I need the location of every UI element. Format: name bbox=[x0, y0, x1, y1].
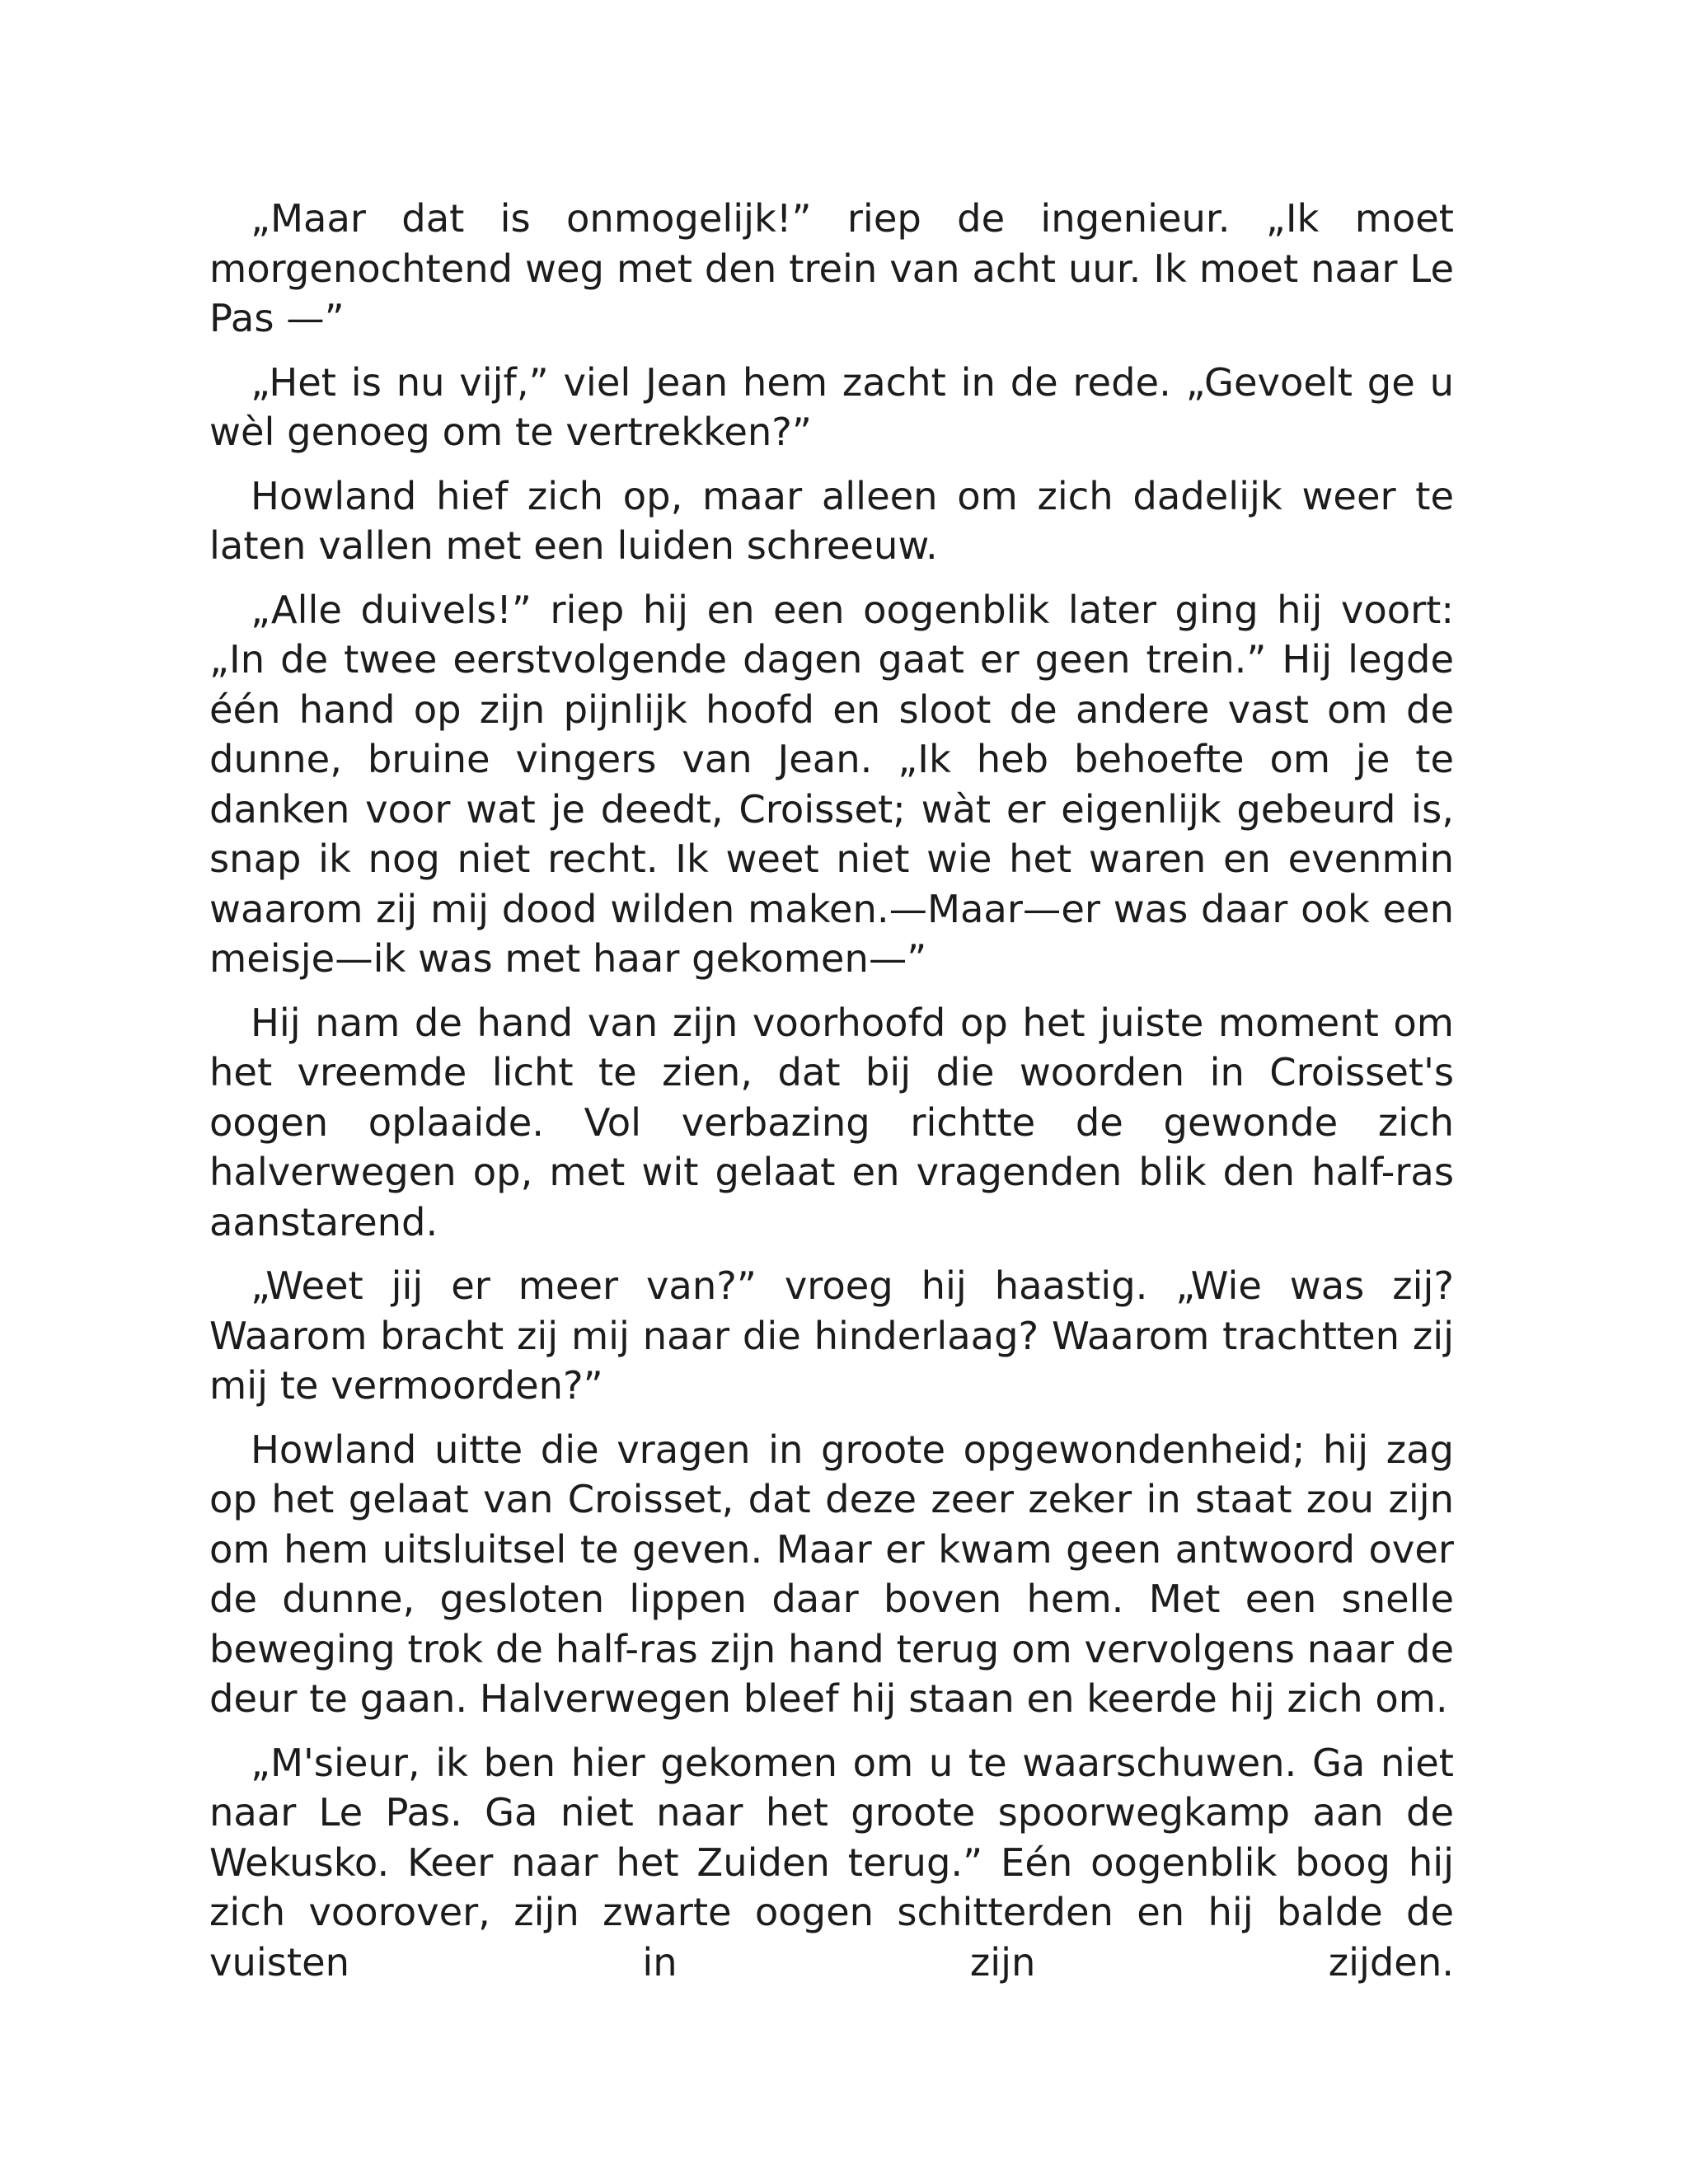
paragraph-8: „M'sieur, ik ben hier gekomen om u te waarschuwen. Ga niet naar Le Pas. Ga niet naar het groote spoorwegkamp aan de Wekusko. Keer naar het Zuiden terug.” Eén oogenblik boog hij zich voorover, zijn zwarte oogen schitterden en hij balde de vuisten in zijn zijden. bbox=[209, 1740, 1454, 1985]
paragraph-1: „Maar dat is onmogelijk!” riep de ingenieur. „Ik moet morgenochtend weg met den trein van acht uur. Ik moet naar Le Pas —” bbox=[209, 196, 1454, 340]
paragraph-4: „Alle duivels!” riep hij en een oogenblik later ging hij voort: „In de twee eerstvolgende dagen gaat er geen trein.” Hij legde één hand op zijn pijnlijk hoofd en sloot de andere vast om de dunne, bruine vingers van Jean. „Ik heb behoefte om je te danken voor wat je deedt, Croisset; wàt er eigenlijk gebeurd is, snap ik nog niet recht. Ik weet niet wie het waren en evenmin waarom zij mij dood wilden maken.—Maar—er was daar ook een meisje—ik was met haar gekomen—” bbox=[209, 587, 1454, 981]
paragraph-2: „Het is nu vijf,” viel Jean hem zacht in de rede. „Gevoelt ge u wèl genoeg om te vertrekken?” bbox=[209, 359, 1454, 454]
paragraph-5: Hij nam de hand van zijn voorhoofd op het juiste moment om het vreemde licht te zien, dat bij die woorden in Croisset's oogen oplaaide. Vol verbazing richtte de gewonde zich halverwegen op, met wit gelaat en vragenden blik den half-ras aanstarend. bbox=[209, 1000, 1454, 1244]
paragraph-6: „Weet jij er meer van?” vroeg hij haastig. „Wie was zij? Waarom bracht zij mij naar die hinderlaag? Waarom trachtten zij mij te vermoorden?” bbox=[209, 1263, 1454, 1408]
paragraph-7: Howland uitte die vragen in groote opgewondenheid; hij zag op het gelaat van Croisset, dat deze zeer zeker in staat zou zijn om hem uitsluitsel te geven. Maar er kwam geen antwoord over de dunne, gesloten lippen daar boven hem. Met een snelle beweging trok de half-ras zijn hand terug om vervolgens naar de deur te gaan. Halverwegen bleef hij staan en keerde hij zich om. bbox=[209, 1427, 1454, 1721]
paragraph-3: Howland hief zich op, maar alleen om zich dadelijk weer te laten vallen met een luiden schreeuw. bbox=[209, 473, 1454, 568]
page-body bbox=[209, 194, 1454, 2001]
